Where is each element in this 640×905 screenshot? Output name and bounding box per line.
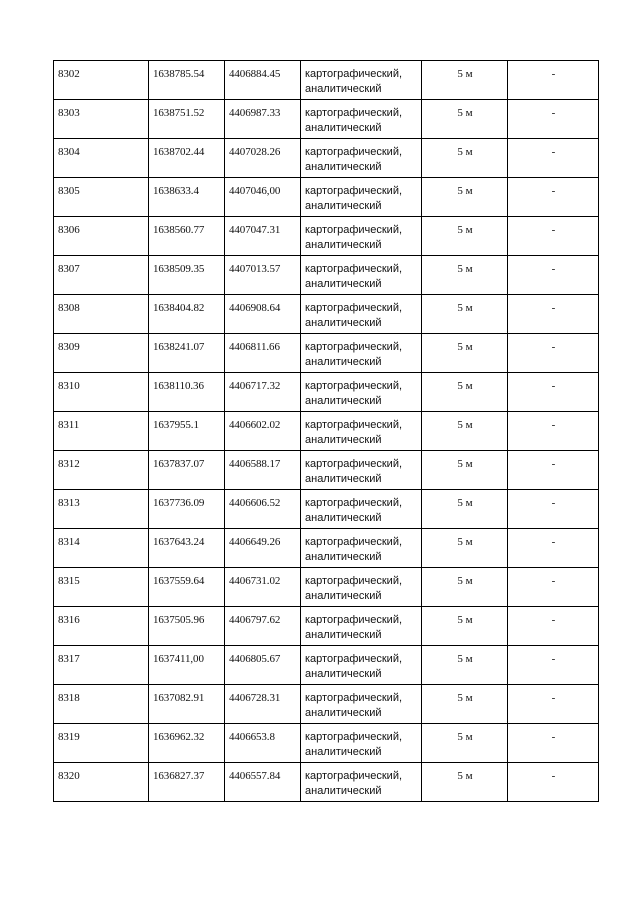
method-cell: картографический, аналитический: [301, 139, 422, 178]
note-cell: -: [508, 568, 599, 607]
accuracy-cell: 5 м: [422, 139, 508, 178]
method-cell: картографический, аналитический: [301, 529, 422, 568]
y-coordinate-cell: 4406731.02: [225, 568, 301, 607]
accuracy-cell: 5 м: [422, 529, 508, 568]
table-row: [54, 256, 599, 295]
x-coordinate-cell: 1637643.24: [149, 529, 225, 568]
note-cell: -: [508, 139, 599, 178]
accuracy-cell: 5 м: [422, 217, 508, 256]
x-coordinate-cell: 1638404.82: [149, 295, 225, 334]
method-cell: картографический, аналитический: [301, 724, 422, 763]
table-row: [54, 607, 599, 646]
table-row: [54, 646, 599, 685]
table-row: [54, 217, 599, 256]
point-number-cell: 8317: [54, 646, 149, 685]
point-number-cell: 8320: [54, 763, 149, 802]
note-cell: -: [508, 295, 599, 334]
x-coordinate-cell: 1638560.77: [149, 217, 225, 256]
method-cell: картографический, аналитический: [301, 568, 422, 607]
y-coordinate-cell: 4407013.57: [225, 256, 301, 295]
y-coordinate-cell: 4407046,00: [225, 178, 301, 217]
y-coordinate-cell: 4407047.31: [225, 217, 301, 256]
accuracy-cell: 5 м: [422, 646, 508, 685]
accuracy-cell: 5 м: [422, 100, 508, 139]
x-coordinate-cell: 1637736.09: [149, 490, 225, 529]
y-coordinate-cell: 4406653.8: [225, 724, 301, 763]
y-coordinate-cell: 4406805.67: [225, 646, 301, 685]
point-number-cell: 8318: [54, 685, 149, 724]
point-number-cell: 8314: [54, 529, 149, 568]
table-row: [54, 763, 599, 802]
x-coordinate-cell: 1636827.37: [149, 763, 225, 802]
note-cell: -: [508, 646, 599, 685]
point-number-cell: 8306: [54, 217, 149, 256]
method-cell: картографический, аналитический: [301, 373, 422, 412]
point-number-cell: 8305: [54, 178, 149, 217]
note-cell: -: [508, 685, 599, 724]
note-cell: -: [508, 61, 599, 100]
note-cell: -: [508, 217, 599, 256]
accuracy-cell: 5 м: [422, 61, 508, 100]
table-row: [54, 568, 599, 607]
method-cell: картографический, аналитический: [301, 334, 422, 373]
accuracy-cell: 5 м: [422, 724, 508, 763]
table-row: [54, 373, 599, 412]
point-number-cell: 8311: [54, 412, 149, 451]
note-cell: -: [508, 100, 599, 139]
accuracy-cell: 5 м: [422, 295, 508, 334]
y-coordinate-cell: 4407028.26: [225, 139, 301, 178]
method-cell: картографический, аналитический: [301, 685, 422, 724]
method-cell: картографический, аналитический: [301, 763, 422, 802]
x-coordinate-cell: 1637559.64: [149, 568, 225, 607]
point-number-cell: 8308: [54, 295, 149, 334]
table-row: [54, 412, 599, 451]
point-number-cell: 8319: [54, 724, 149, 763]
x-coordinate-cell: 1636962.32: [149, 724, 225, 763]
method-cell: картографический, аналитический: [301, 295, 422, 334]
point-number-cell: 8316: [54, 607, 149, 646]
y-coordinate-cell: 4406811.66: [225, 334, 301, 373]
table-row: [54, 685, 599, 724]
note-cell: -: [508, 763, 599, 802]
accuracy-cell: 5 м: [422, 451, 508, 490]
point-number-cell: 8304: [54, 139, 149, 178]
accuracy-cell: 5 м: [422, 685, 508, 724]
note-cell: -: [508, 724, 599, 763]
table-row: [54, 178, 599, 217]
x-coordinate-cell: 1638241.07: [149, 334, 225, 373]
method-cell: картографический, аналитический: [301, 256, 422, 295]
y-coordinate-cell: 4406649.26: [225, 529, 301, 568]
point-number-cell: 8315: [54, 568, 149, 607]
method-cell: картографический, аналитический: [301, 178, 422, 217]
x-coordinate-cell: 1638751.52: [149, 100, 225, 139]
method-cell: картографический, аналитический: [301, 100, 422, 139]
point-number-cell: 8307: [54, 256, 149, 295]
table-row: [54, 100, 599, 139]
note-cell: -: [508, 373, 599, 412]
x-coordinate-cell: 1637082.91: [149, 685, 225, 724]
method-cell: картографический, аналитический: [301, 412, 422, 451]
note-cell: -: [508, 178, 599, 217]
method-cell: картографический, аналитический: [301, 490, 422, 529]
point-number-cell: 8312: [54, 451, 149, 490]
x-coordinate-cell: 1638702.44: [149, 139, 225, 178]
note-cell: -: [508, 334, 599, 373]
x-coordinate-cell: 1637837.07: [149, 451, 225, 490]
point-number-cell: 8303: [54, 100, 149, 139]
accuracy-cell: 5 м: [422, 490, 508, 529]
accuracy-cell: 5 м: [422, 334, 508, 373]
accuracy-cell: 5 м: [422, 178, 508, 217]
x-coordinate-cell: 1637411,00: [149, 646, 225, 685]
table-row: [54, 61, 599, 100]
y-coordinate-cell: 4406602.02: [225, 412, 301, 451]
x-coordinate-cell: 1638110.36: [149, 373, 225, 412]
point-number-cell: 8310: [54, 373, 149, 412]
note-cell: -: [508, 607, 599, 646]
method-cell: картографический, аналитический: [301, 646, 422, 685]
table-row: [54, 724, 599, 763]
table-row: [54, 295, 599, 334]
y-coordinate-cell: 4406728.31: [225, 685, 301, 724]
method-cell: картографический, аналитический: [301, 607, 422, 646]
x-coordinate-cell: 1637955.1: [149, 412, 225, 451]
coordinates-table: [53, 60, 599, 802]
accuracy-cell: 5 м: [422, 412, 508, 451]
table-row: [54, 334, 599, 373]
note-cell: -: [508, 412, 599, 451]
y-coordinate-cell: 4406717.32: [225, 373, 301, 412]
table-row: [54, 529, 599, 568]
accuracy-cell: 5 м: [422, 568, 508, 607]
accuracy-cell: 5 м: [422, 763, 508, 802]
y-coordinate-cell: 4406557.84: [225, 763, 301, 802]
note-cell: -: [508, 529, 599, 568]
x-coordinate-cell: 1638509.35: [149, 256, 225, 295]
note-cell: -: [508, 490, 599, 529]
method-cell: картографический, аналитический: [301, 61, 422, 100]
coordinates-table-body: [54, 61, 599, 802]
table-row: [54, 139, 599, 178]
accuracy-cell: 5 м: [422, 373, 508, 412]
point-number-cell: 8313: [54, 490, 149, 529]
method-cell: картографический, аналитический: [301, 217, 422, 256]
y-coordinate-cell: 4406908.64: [225, 295, 301, 334]
accuracy-cell: 5 м: [422, 256, 508, 295]
y-coordinate-cell: 4406797.62: [225, 607, 301, 646]
x-coordinate-cell: 1638785.54: [149, 61, 225, 100]
point-number-cell: 8302: [54, 61, 149, 100]
table-row: [54, 451, 599, 490]
method-cell: картографический, аналитический: [301, 451, 422, 490]
point-number-cell: 8309: [54, 334, 149, 373]
note-cell: -: [508, 451, 599, 490]
x-coordinate-cell: 1638633.4: [149, 178, 225, 217]
y-coordinate-cell: 4406606.52: [225, 490, 301, 529]
y-coordinate-cell: 4406987.33: [225, 100, 301, 139]
y-coordinate-cell: 4406884.45: [225, 61, 301, 100]
table-row: [54, 490, 599, 529]
y-coordinate-cell: 4406588.17: [225, 451, 301, 490]
x-coordinate-cell: 1637505.96: [149, 607, 225, 646]
accuracy-cell: 5 м: [422, 607, 508, 646]
note-cell: -: [508, 256, 599, 295]
